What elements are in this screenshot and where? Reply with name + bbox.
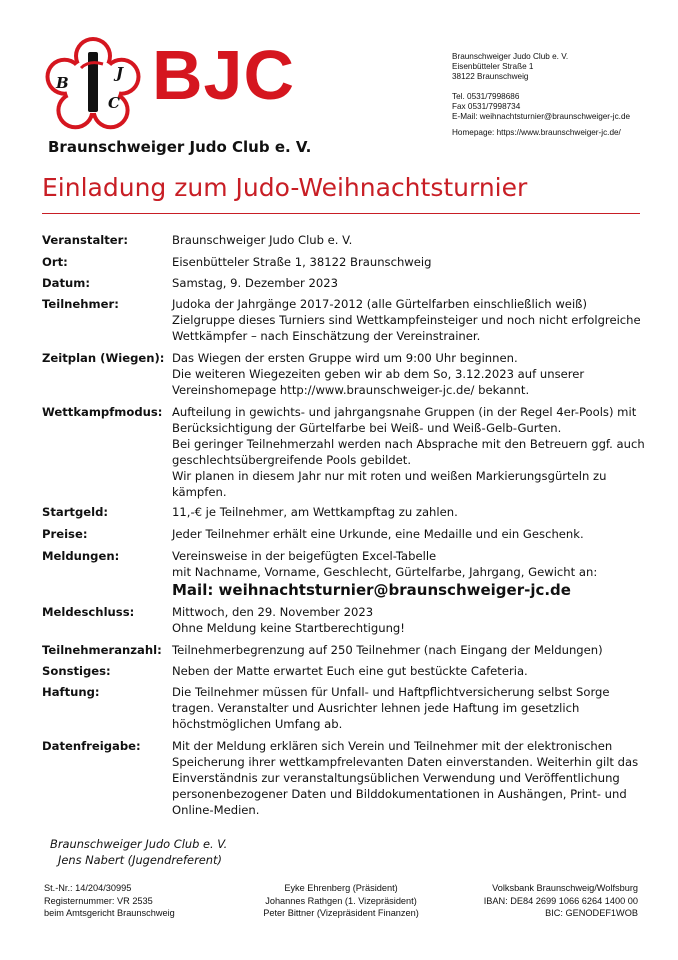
- row-veranstalter: [42, 232, 642, 254]
- value-zeitplan-line: Vereinshomepage http://www.braunschweiger-jc.de/ bekannt.: [172, 383, 530, 397]
- footer-mid-line: Peter Bittner (Vizepräsident Finanzen): [263, 908, 419, 918]
- label-meldungen: Meldungen:: [42, 549, 120, 563]
- value-datenfreigabe-line: Online-Medien.: [172, 803, 260, 817]
- label-teilnehmer: Teilnehmer:: [42, 297, 119, 311]
- row-datenfreigabe: [42, 738, 642, 822]
- contact-email-link[interactable]: E-Mail: weihnachtsturnier@braunschweiger-jc.de: [452, 112, 631, 121]
- meldungen-email-link[interactable]: Mail: weihnachtsturnier@braunschweiger-jc.de: [172, 581, 571, 599]
- footer-right-line: Volksbank Braunschweig/Wolfsburg: [492, 883, 638, 893]
- value-meldeschluss-line: Ohne Meldung keine Startberechtigung!: [172, 621, 405, 635]
- value-wettkampfmodus-line: Bei geringer Teilnehmerzahl werden nach Absprache mit den Betreuern ggf. auch: [172, 437, 645, 451]
- row-meldungen: [42, 548, 642, 604]
- value-zeitplan-line: Die weiteren Wiegezeiten geben wir ab dem So, 3.12.2023 auf unserer: [172, 367, 585, 381]
- row-ort: [42, 254, 642, 275]
- club-logo-icon: [38, 36, 148, 136]
- value-meldungen-line: Vereinsweise in der beigefügten Excel-Tabelle: [172, 549, 437, 563]
- footer-registry: [44, 882, 175, 920]
- value-meldeschluss-line: Mittwoch, den 29. November 2023: [172, 605, 374, 619]
- row-sonstiges: [42, 663, 642, 684]
- label-veranstalter: Veranstalter:: [42, 233, 128, 247]
- value-teilnehmer-line: Zielgruppe dieses Turniers sind Wettkampfeinsteiger und noch nicht erfolgreiche: [172, 313, 641, 327]
- footer-right-line: IBAN: DE84 2699 1066 6264 1400 00: [483, 895, 638, 906]
- contact-homepage-link[interactable]: Homepage: https://www.braunschweiger-jc.de/: [452, 128, 621, 137]
- title-divider: [42, 213, 640, 214]
- footer-mid-line: Johannes Rathgen (1. Vizepräsident): [265, 895, 417, 906]
- page-title: Einladung zum Judo-Weihnachtsturnier: [42, 173, 528, 202]
- value-wettkampfmodus-line: Wir planen in diesem Jahr nur mit roten und weißen Markierungsgürteln zu: [172, 469, 607, 483]
- value-teilnehmer-line: Wettkämpfer – nach Einschätzung der Vereinstrainer.: [172, 329, 481, 343]
- row-teilnehmer: [42, 296, 642, 350]
- row-meldeschluss: [42, 604, 642, 642]
- value-datenfreigabe-line: Speicherung ihrer wettkampfrelevanten Daten einverstanden. Weiterhin gilt das: [172, 755, 639, 769]
- value-haftung-line: höchstmöglichen Umfang ab.: [172, 717, 343, 731]
- value-startgeld: 11,-€ je Teilnehmer, am Wettkampftag zu zahlen.: [172, 505, 458, 519]
- value-sonstiges: Neben der Matte erwartet Euch eine gut bestückte Cafeteria.: [172, 664, 528, 678]
- value-datenfreigabe-line: personenbezogener Daten und Bilddokumentationen in Aushängen, Print- und: [172, 787, 627, 801]
- value-datenfreigabe-line: Mit der Meldung erklären sich Verein und Teilnehmer mit der elektronischen: [172, 739, 613, 753]
- value-zeitplan-line: Das Wiegen der ersten Gruppe wird um 9:00 Uhr beginnen.: [172, 351, 518, 365]
- value-wettkampfmodus-line: Berücksichtigung der Gürtelfarbe bei Weiß- und Weiß-Gelb-Gurten.: [172, 421, 562, 435]
- label-sonstiges: Sonstiges:: [42, 664, 111, 678]
- footer-mid-line: Eyke Ehrenberg (Präsident): [284, 883, 398, 893]
- footer-board: [240, 882, 442, 920]
- value-datenfreigabe-line: Einverständnis zur veranstaltungsüblichen Verwendung und Veröffentlichung: [172, 771, 620, 785]
- row-teilnehmeranzahl: [42, 642, 642, 663]
- club-logo: [38, 36, 148, 136]
- details-table: [42, 232, 645, 822]
- label-wettkampfmodus: Wettkampfmodus:: [42, 405, 163, 419]
- row-startgeld: [42, 504, 642, 526]
- row-datum: [42, 275, 642, 296]
- footer-left-line: Registernummer: VR 2535: [44, 895, 153, 906]
- label-haftung: Haftung:: [42, 685, 100, 699]
- signature-club: Braunschweiger Judo Club e. V.: [50, 837, 228, 851]
- value-ort: Eisenbütteler Straße 1, 38122 Braunschweig: [172, 255, 432, 269]
- label-meldeschluss: Meldeschluss:: [42, 605, 135, 619]
- row-haftung: [42, 684, 642, 738]
- contact-fax: Fax 0531/7998734: [452, 102, 521, 111]
- logo-letter-j: J: [116, 64, 124, 82]
- label-datum: Datum:: [42, 276, 90, 290]
- value-preise: Jeder Teilnehmer erhält eine Urkunde, eine Medaille und ein Geschenk.: [172, 527, 584, 541]
- footer-right-line: BIC: GENODEF1WOB: [545, 908, 638, 918]
- footer-left-line: St.-Nr.: 14/204/30995: [44, 883, 132, 893]
- value-wettkampfmodus-line: Aufteilung in gewichts- und jahrgangsnahe Gruppen (in der Regel 4er-Pools) mit: [172, 405, 637, 419]
- label-teilnehmeranzahl: Teilnehmeranzahl:: [42, 643, 162, 657]
- contact-city: 38122 Braunschweig: [452, 72, 529, 81]
- label-zeitplan: Zeitplan (Wiegen):: [42, 351, 165, 365]
- label-startgeld: Startgeld:: [42, 505, 109, 519]
- label-datenfreigabe: Datenfreigabe:: [42, 739, 141, 753]
- signature-block: [50, 836, 227, 868]
- value-datum: Samstag, 9. Dezember 2023: [172, 276, 338, 290]
- contact-tel: Tel. 0531/7998686: [452, 92, 520, 101]
- label-preise: Preise:: [42, 527, 88, 541]
- value-haftung-line: tragen. Veranstalter und Ausrichter lehnen jede Haftung im gesetzlich: [172, 701, 580, 715]
- brand-wordmark: BJC: [152, 36, 296, 114]
- club-name: Braunschweiger Judo Club e. V.: [48, 138, 312, 156]
- logo-letter-b: B: [56, 74, 69, 92]
- signature-person: Jens Nabert (Jugendreferent): [58, 853, 222, 867]
- value-meldungen-line: mit Nachname, Vorname, Geschlecht, Gürtelfarbe, Jahrgang, Gewicht an:: [172, 565, 598, 579]
- contact-street: Eisenbütteler Straße 1: [452, 62, 534, 71]
- value-teilnehmer-line: Judoka der Jahrgänge 2017-2012 (alle Gürtelfarben einschließlich weiß): [172, 297, 587, 311]
- value-haftung-line: Die Teilnehmer müssen für Unfall- und Haftpflichtversicherung selbst Sorge: [172, 685, 610, 699]
- contact-block: [452, 52, 630, 138]
- label-ort: Ort:: [42, 255, 68, 269]
- value-wettkampfmodus-line: geschlechtsübergreifende Pools gebildet.: [172, 453, 412, 467]
- footer-bank: [484, 882, 638, 920]
- contact-org: Braunschweiger Judo Club e. V.: [452, 52, 569, 61]
- row-wettkampfmodus: [42, 404, 645, 504]
- row-preise: [42, 526, 642, 548]
- value-veranstalter: Braunschweiger Judo Club e. V.: [172, 233, 353, 247]
- value-teilnehmeranzahl: Teilnehmerbegrenzung auf 250 Teilnehmer (nach Eingang der Meldungen): [172, 643, 603, 657]
- footer-left-line: beim Amtsgericht Braunschweig: [44, 908, 175, 918]
- row-zeitplan: [42, 350, 642, 404]
- logo-letter-c: C: [108, 94, 120, 112]
- value-wettkampfmodus-line: kämpfen.: [172, 485, 227, 499]
